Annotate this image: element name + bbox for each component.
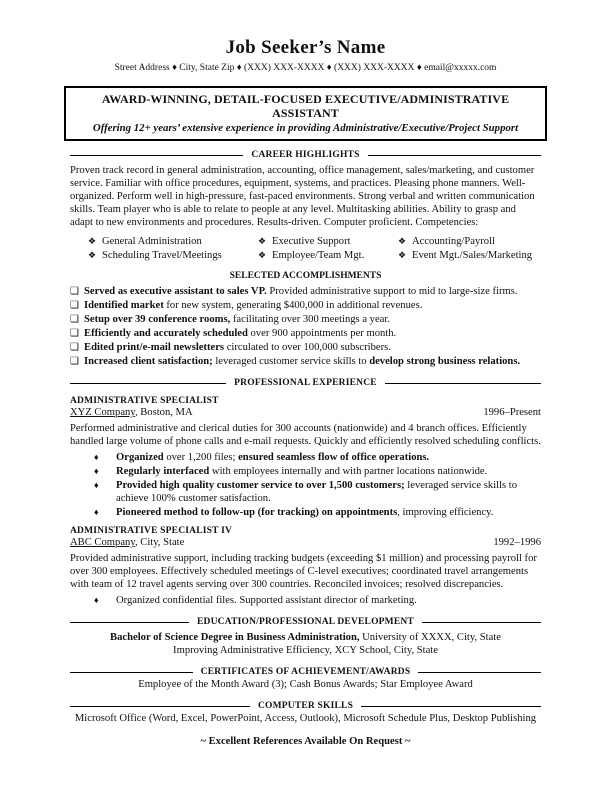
accomplishment-lead: Served as executive assistant to sales VP. [84,286,267,298]
bullet-detail: over 1,200 files; [163,452,239,464]
bullet-detail: , improving efficiency. [397,506,494,518]
bullet-detail: Organized confidential files. Supported assistant director of marketing. [116,594,417,606]
section-career-highlights [70,149,541,162]
competency-label: Employee/Team Mgt. [272,249,365,261]
course-line: Improving Administrative Efficiency, XCY School, City, State [173,644,438,656]
contact-line: Street Address ♦ City, State Zip ♦ (XXX) XXX-XXXX ♦ (XXX) XXX-XXXX ♦ email@xxxxx.com [114,63,497,74]
competency-label: Scheduling Travel/Meetings [102,249,222,261]
job-title: ADMINISTRATIVE SPECIALIST [70,395,219,406]
section-certificates [70,666,541,679]
bullet-detail: leveraged service skills to achieve 100% customer satisfaction. [116,479,518,504]
headline-tagline: Offering 12+ years’ extensive experience in providing Administrative/Executive/Project Support [92,122,519,134]
job-dates: 1996–Present [483,407,541,419]
accomplishment-detail: circulated to over 100,000 subscribers. [224,341,391,353]
diamond-bullet-icon: ♦ [94,594,99,605]
section-heading: EDUCATION/PROFESSIONAL DEVELOPMENT [189,617,422,627]
diamond-bullet-icon: ❖ [398,249,407,260]
job-bullet [94,452,541,465]
accomplishment-lead: Edited print/e-mail newsletters [84,341,225,353]
company-name: XYZ Company [70,407,135,419]
accomplishment-item [70,286,541,299]
section-heading: COMPUTER SKILLS [250,701,361,711]
accomplishment-item [70,314,541,327]
competency-item [258,236,398,249]
career-summary: Proven track record in general administration, accounting, office management, sales/marketing, and customer service. Familiar with office procedures, equipment, systems, and practices. Pleasing phone manners. Well-organized. Perform well in high-pressure, fast-paced environments. Strong verbal and written communication skills. Team player who is able to relate to people at any level. Multitasking abilities. Ability to grasp and adapt to new environments and procedures. Results-driven. Computer proficient. Competencies: [70,165,535,228]
section-heading: PROFESSIONAL EXPERIENCE [226,378,385,388]
job-meta [70,537,541,550]
job-title: ADMINISTRATIVE SPECIALIST IV [70,525,233,536]
checkbox-bullet-icon: ❑ [70,300,79,312]
competency-label: Executive Support [272,235,351,247]
job-bullet [94,507,541,520]
computer-skills-text: Microsoft Office (Word, Excel, PowerPoint, Access, Outlook), Microsoft Schedule Plus, Desktop Publishing [74,712,537,724]
diamond-bullet-icon: ❖ [258,235,267,246]
competency-grid [88,236,541,263]
section-professional-experience [70,377,541,390]
accomplishment-detail: Provided administrative support to mid to large-size firms. [266,286,518,298]
accomplishment-lead: Setup over 39 conference rooms, [84,314,231,326]
section-heading: CERTIFICATES OF ACHIEVEMENT/AWARDS [193,667,419,677]
diamond-bullet-icon: ♦ [94,506,99,517]
headline-title: AWARD-WINNING, DETAIL-FOCUSED EXECUTIVE/ADMINISTRATIVE ASSISTANT [101,91,510,121]
competency-item [398,250,568,263]
accomplishment-lead: Identified market [84,300,164,312]
diamond-bullet-icon: ❖ [258,249,267,260]
competency-item [398,236,568,249]
bullet-lead: Regularly interfaced [116,466,210,477]
checkbox-bullet-icon: ❑ [70,327,79,339]
checkbox-bullet-icon: ❑ [70,341,79,353]
degree-line [70,632,541,645]
bullet-emphasis: ensured seamless flow of office operations. [238,452,430,464]
section-heading: CAREER HIGHLIGHTS [243,150,367,160]
bullet-lead: Organized [116,452,164,464]
job-summary: Performed administrative and clerical duties for 300 accounts (nationwide) and 4 branch offices. Efficiently handled large volume of phone calls and e-mail requests. Quickly and efficiently resolved scheduling conflicts. [70,423,541,448]
headline-banner [64,86,547,141]
accomplishment-item [70,300,541,313]
job-meta [70,407,541,420]
section-education [70,616,541,629]
accomplishment-item [70,328,541,341]
diamond-bullet-icon: ♦ [94,466,99,476]
accomplishment-detail: over 900 appointments per month. [247,327,397,339]
accomplishment-lead: Increased client satisfaction; [84,355,213,367]
checkbox-bullet-icon: ❑ [70,286,79,298]
job-bullet [94,466,541,479]
diamond-bullet-icon: ❖ [88,249,97,260]
job-dates: 1992–1996 [493,537,541,549]
checkbox-bullet-icon: ❑ [70,314,79,326]
job-bullets [94,595,541,608]
accomplishment-detail: for new system, generating $400,000 in additional revenues. [163,300,423,312]
accomplishments-list [70,286,541,369]
diamond-bullet-icon: ❖ [88,235,97,246]
accomplishments-heading: SELECTED ACCOMPLISHMENTS [229,270,382,281]
bullet-lead: Pioneered method to follow-up (for tracking) on appointments [116,506,398,518]
diamond-bullet-icon: ♦ [94,452,99,463]
checkbox-bullet-icon: ❑ [70,355,79,367]
job-seeker-name: Job Seeker’s Name [225,37,386,58]
references-note: ~ Excellent References Available On Request ~ [200,735,411,747]
accomplishment-item [70,356,541,369]
section-computer-skills [70,700,541,713]
company-name: ABC Company [70,537,135,549]
diamond-bullet-icon: ❖ [398,235,407,246]
job-entry [70,396,541,520]
diamond-bullet-icon: ♦ [94,479,99,490]
bullet-detail: with employees internally and with partner locations nationwide. [209,466,488,477]
job-bullets [94,452,541,520]
competency-label: Event Mgt./Sales/Marketing [412,249,533,261]
accomplishment-item [70,342,541,355]
accomplishment-detail: leveraged customer service skills to [212,355,370,367]
competency-label: General Administration [102,235,202,247]
company-location: , Boston, MA [134,407,193,419]
competency-label: Accounting/Payroll [412,235,495,247]
accomplishment-detail: facilitating over 300 meetings a year. [230,314,390,326]
accomplishment-lead: Efficiently and accurately scheduled [84,327,248,339]
degree-school: University of XXXX, City, State [359,631,501,643]
company-location: , City, State [134,537,185,549]
bullet-lead: Provided high quality customer service to over 1,500 customers; [116,479,405,491]
competency-item [88,250,258,263]
degree-name: Bachelor of Science Degree in Business Administration, [110,631,360,643]
certificates-text: Employee of the Month Award (3); Cash Bonus Awards; Star Employee Award [138,678,473,690]
competency-item [258,250,398,263]
job-entry [70,526,541,608]
job-bullet [94,480,541,506]
competency-item [88,236,258,249]
job-summary: Provided administrative support, including tracking budgets (exceeding $1 million) and processing payroll for over 300 employees. Effectively scheduled meetings of C-level executives; coordinated travel arrangements with team of 12 travel agents serving over 300 countries. Reconciled invoices; resolved discrepancies. [70,553,537,591]
job-bullet [94,595,541,608]
accomplishment-emphasis: develop strong business relations. [369,355,521,367]
